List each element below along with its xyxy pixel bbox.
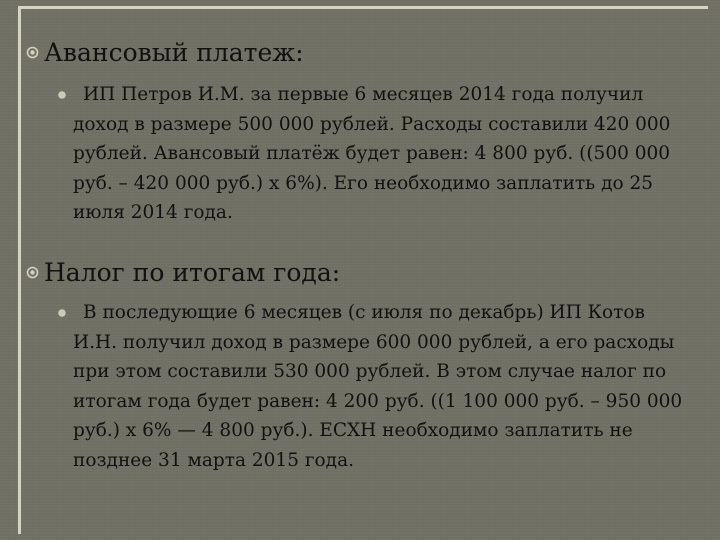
section-body [0,298,720,475]
section-heading [0,38,720,68]
hollow-circle-icon [26,46,39,59]
section-advance-payment [0,38,720,228]
section-heading-text: Авансовый платеж: [44,38,304,67]
dot-icon [57,308,67,318]
hollow-circle-icon [26,266,39,279]
section-body-text: В последующие 6 месяцев (с июля по декабрь) ИП Котов И.Н. получил доход в размере 600 000 рублей, а его расходы при этом составили 530 000 рублей. В этом случае налог по итогам года будет равен: 4 200 руб. ((1 100 000 руб. – 950 000 руб.) х 6% — 4 800 руб.). ЕСХН необходимо заплатить не позднее 31 марта 2015 года. [73,302,683,471]
section-heading-text: Налог по итогам года: [44,258,341,287]
section-heading [0,258,720,288]
dot-icon [57,90,67,100]
section-body-text: ИП Петров И.М. за первые 6 месяцев 2014 года получил доход в размере 500 000 рублей. Расходы составили 420 000 рублей. Авансовый платёж будет равен: 4 800 руб. ((500 000 руб. – 420 000 руб.) х 6%). Его необходимо заплатить до 25 июля 2014 года. [73,84,671,223]
section-annual-tax [0,258,720,475]
section-body [0,80,720,228]
